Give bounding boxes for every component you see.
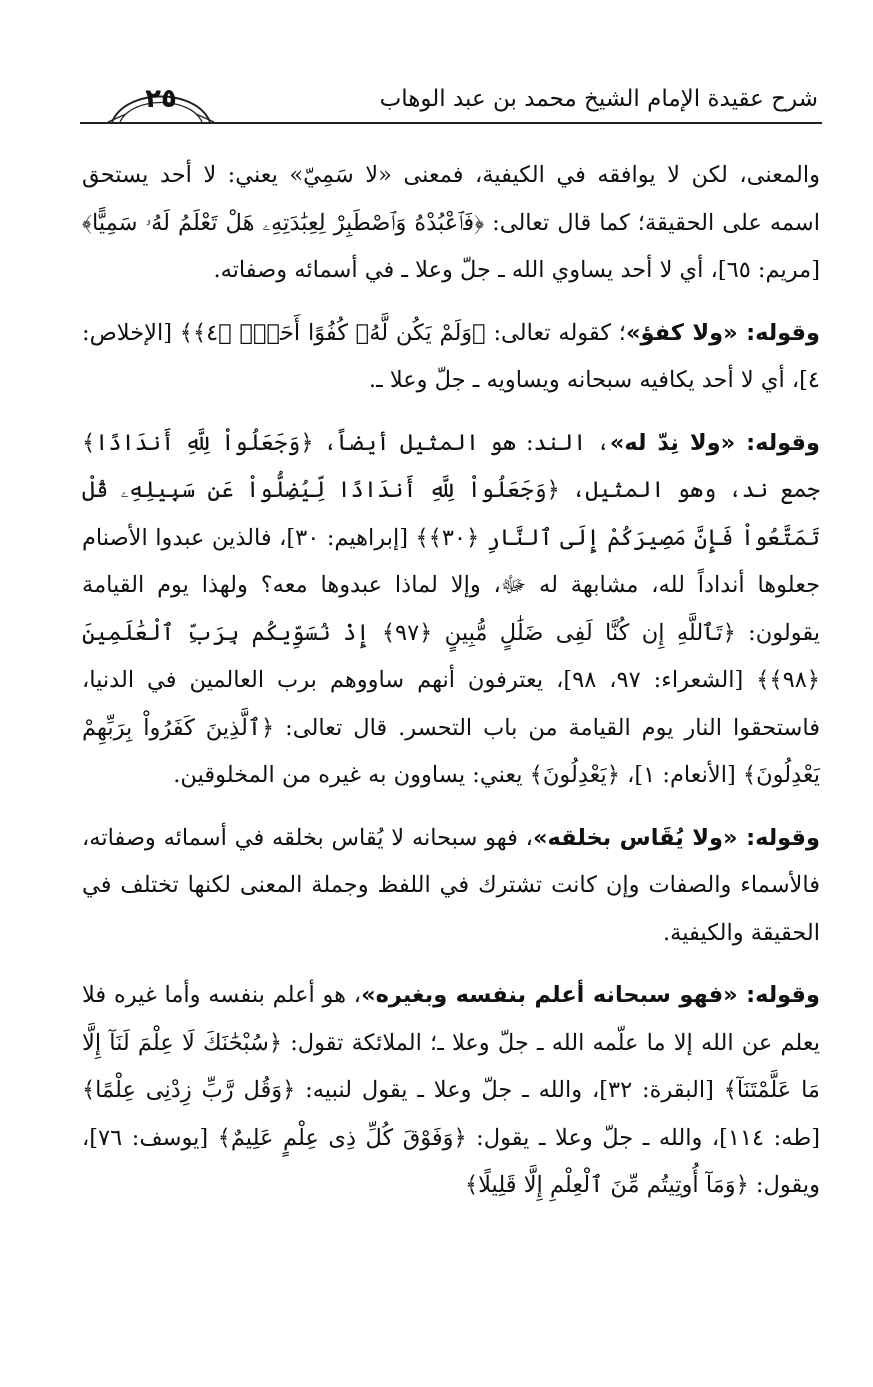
paragraph-keyword: وقوله: «ولا نِدّ له» <box>609 429 820 456</box>
paragraph-text: والمعنى، لكن لا يوافقه في الكيفية، فمعنى «لا سَمِيّ» يعني: لا أحد يستحق اسمه على الحقيقة؛ كما قال تعالى: ﴿فَٱعْبُدْهُ وَٱصْطَبِرْ لِعِبَٰدَتِهِۦ هَلْ تَعْلَمُ لَهُۥ سَمِيًّا﴾ [مريم: ٦٥]، أي لا أحد يساوي الله ـ جلّ وعلا ـ في أسمائه وصفاته. <box>82 162 820 283</box>
paragraph-text: ، الند: هو المثيل أيضاً، ﴿وَجَعَلُواْ لِلَّهِ أَندَادًا﴾ جمع ند، وهو المثيل، ﴿وَجَعَلُواْ لِلَّهِ أَندَادًا لِّيُضِلُّواْ عَن سَبِيلِهِۦ قُلْ تَمَتَّعُواْ فَإِنَّ مَصِيرَكُمْ إِلَى ٱلنَّارِ ﴿٣٠﴾﴾ [إبراهيم: ٣٠]، فالذين عبدوا الأصنام جعلوها أنداداً لله، مشابهة له ﷻ، وإلا لماذا عبدوها معه؟ ولهذا يوم القيامة يقولون: ﴿تَٱللَّهِ إِن كُنَّا لَفِى ضَلَٰلٍ مُّبِينٍ ﴿٩٧﴾ إِذْ نُسَوِّيكُم بِرَبِّ ٱلْعَٰلَمِينَ ﴿٩٨﴾﴾ [الشعراء: ٩٧، ٩٨]، يعترفون أنهم ساووهم برب العالمين في الدنيا، فاستحقوا النار يوم القيامة من باب التحسر. قال تعالى: ﴿ٱلَّذِينَ كَفَرُواْ بِرَبِّهِمْ يَعْدِلُونَ﴾ [الأنعام: ١]، ﴿يَعْدِلُونَ﴾ يعني: يساوون به غيره من المخلوقين. <box>82 429 820 788</box>
paragraph-text: ، هو أعلم بنفسه وأما غيره فلا يعلم عن الله إلا ما علّمه الله ـ جلّ وعلا ـ؛ الملائكة تقول: ﴿سُبْحَٰنَكَ لَا عِلْمَ لَنَآ إِلَّا مَا عَلَّمْتَنَآ﴾ [البقرة: ٣٢]، والله ـ جلّ وعلا ـ يقول لنبيه: ﴿وَقُل رَّبِّ زِدْنِى عِلْمًا﴾ [طه: ١١٤]، والله ـ جلّ وعلا ـ يقول: ﴿وَفَوْقَ كُلِّ ذِى عِلْمٍ عَلِيمٌ﴾ [يوسف: ٧٦]، ويقول: ﴿وَمَآ أُوتِيتُم مِّنَ ٱلْعِلْمِ إِلَّا قَلِيلًا﴾ <box>82 982 821 1198</box>
running-header <box>80 78 822 124</box>
paragraph-keyword: وقوله: «ولا كفؤ» <box>625 319 820 346</box>
paragraph-keyword: وقوله: «فهو سبحانه أعلم بنفسه وبغيره» <box>361 982 820 1008</box>
paragraph-text: ؛ كقوله تعالى: ﴿وَلَمْ يَكُن لَّهُۥ كُفُوًا أَحَدٌۢ ﴿٤﴾﴾ [الإخلاص: ٤]، أي لا أحد يكافيه سبحانه ويساويه ـ جلّ وعلا ـ. <box>82 319 820 393</box>
running-title: شرح عقيدة الإمام الشيخ محمد بن عبد الوهاب <box>379 86 818 112</box>
page-body <box>82 152 820 1225</box>
page-number: ٢٥ <box>145 84 177 114</box>
paragraph <box>82 152 820 295</box>
paragraph <box>82 972 820 1210</box>
paragraph <box>82 815 820 958</box>
paragraph <box>82 310 820 405</box>
header-divider <box>80 122 822 124</box>
paragraph <box>82 420 820 800</box>
paragraph-text: ، فهو سبحانه لا يُقاس بخلقه في أسمائه وصفاته، فالأسماء والصفات وإن كانت تشترك في اللفظ وجملة المعنى لكنها تختلف في الحقيقة والكيفية. <box>82 824 820 946</box>
page-number-badge <box>106 78 216 124</box>
paragraph-keyword: وقوله: «ولا يُقَاس بخلقه» <box>532 824 820 851</box>
